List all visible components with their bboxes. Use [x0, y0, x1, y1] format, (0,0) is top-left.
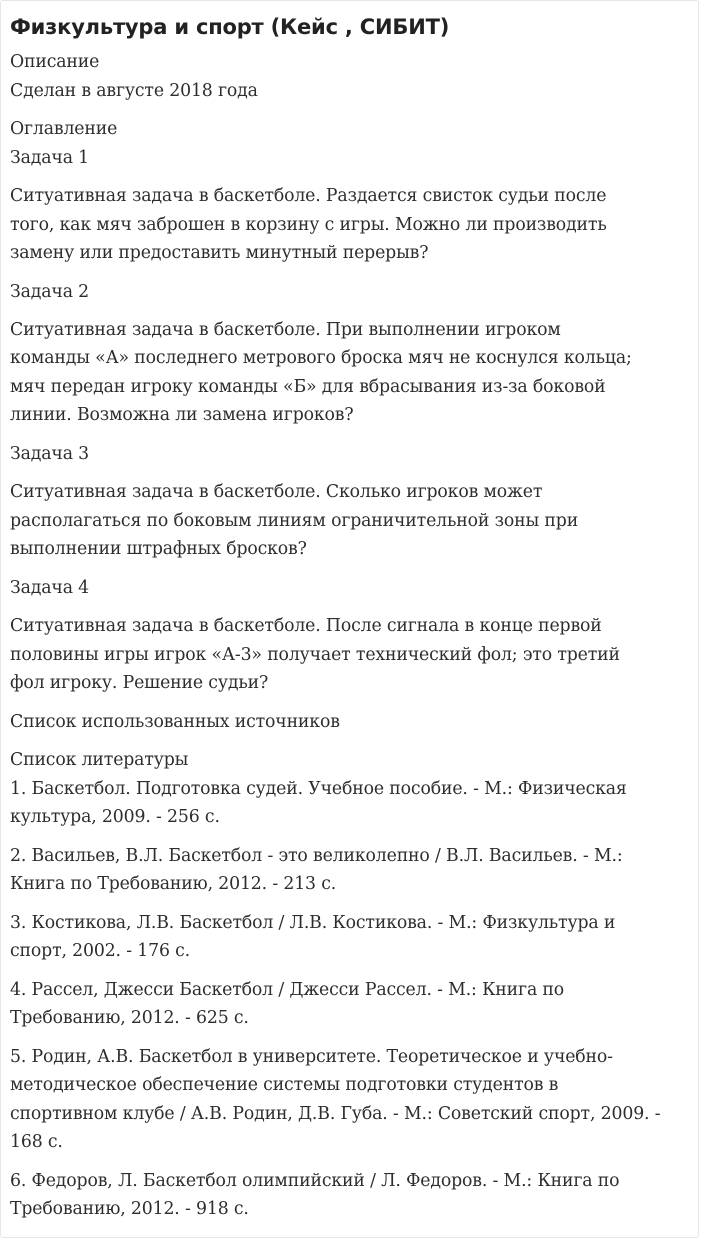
literature-item-line: Требованию, 2012. - 625 с.: [10, 1008, 249, 1028]
task-text-line: фол игроку. Решение судьи?: [10, 673, 269, 693]
literature-item-line: 6. Федоров, Л. Баскетбол олимпийский / Л. Федоров. - М.: Книга по: [10, 1171, 620, 1191]
task-text-line: Ситуативная задача в баскетболе. После сигнала в конце первой: [10, 616, 602, 636]
literature-heading: Список литературы: [10, 750, 189, 770]
task-text-line: располагаться по боковым линиям ограничительной зоны при: [10, 511, 579, 531]
task-text-line: линии. Возможна ли замена игроков?: [10, 405, 354, 425]
task-text-line: выполнении штрафных бросков?: [10, 539, 307, 559]
literature-item-line: методическое обеспечение системы подготовки студентов в: [10, 1075, 559, 1095]
literature-item-line: 2. Васильев, В.Л. Баскетбол - это великолепно / В.Л. Васильев. - М.:: [10, 846, 623, 866]
literature-item-line: спортивном клубе / А.В. Родин, Д.В. Губа. - М.: Советский спорт, 2009. -: [10, 1104, 661, 1124]
task-text-line: Ситуативная задача в баскетболе. При выполнении игроком: [10, 320, 561, 340]
literature-item-line: 4. Рассел, Джесси Баскетбол / Джесси Рассел. - М.: Книга по: [10, 980, 565, 1000]
literature-item-line: культура, 2009. - 256 с.: [10, 807, 220, 827]
task-text-line: замену или предоставить минутный перерыв?: [10, 243, 429, 263]
literature-item-line: Требованию, 2012. - 918 с.: [10, 1199, 249, 1219]
task-text-line: Ситуативная задача в баскетболе. Раздается свисток судьи после: [10, 186, 607, 206]
task-heading-3: Задача 3: [10, 444, 90, 464]
sources-heading: Список использованных источников: [10, 712, 340, 732]
literature-item-line: 5. Родин, А.В. Баскетбол в университете. Теоретическое и учебно-: [10, 1047, 613, 1067]
task-text-line: Ситуативная задача в баскетболе. Сколько игроков может: [10, 482, 543, 502]
task-heading-1: Задача 1: [10, 148, 90, 168]
task-text-line: половины игры игрок «А-3» получает технический фол; это третий: [10, 645, 620, 665]
task-text-line: мяч передан игроку команды «Б» для вбрасывания из-за боковой: [10, 377, 606, 397]
task-heading-4: Задача 4: [10, 578, 90, 598]
literature-item-line: 3. Костикова, Л.В. Баскетбол / Л.В. Костикова. - М.: Физкультура и: [10, 913, 616, 933]
task-text-line: команды «А» последнего метрового броска мяч не коснулся кольца;: [10, 348, 632, 368]
literature-item-line: 1. Баскетбол. Подготовка судей. Учебное пособие. - М.: Физическая: [10, 779, 627, 799]
toc-heading: Оглавление: [10, 119, 118, 139]
literature-item-line: спорт, 2002. - 176 с.: [10, 941, 191, 961]
literature-item-line: 168 с.: [10, 1132, 63, 1152]
literature-item-line: Книга по Требованию, 2012. - 213 с.: [10, 874, 337, 894]
task-text-line: того, как мяч заброшен в корзину с игры. Можно ли производить: [10, 215, 607, 235]
task-heading-2: Задача 2: [10, 282, 90, 302]
description-heading: Описание: [10, 52, 100, 72]
description-text: Сделан в августе 2018 года: [10, 81, 258, 101]
page-title: Физкультура и спорт (Кейс , СИБИТ): [10, 15, 450, 39]
